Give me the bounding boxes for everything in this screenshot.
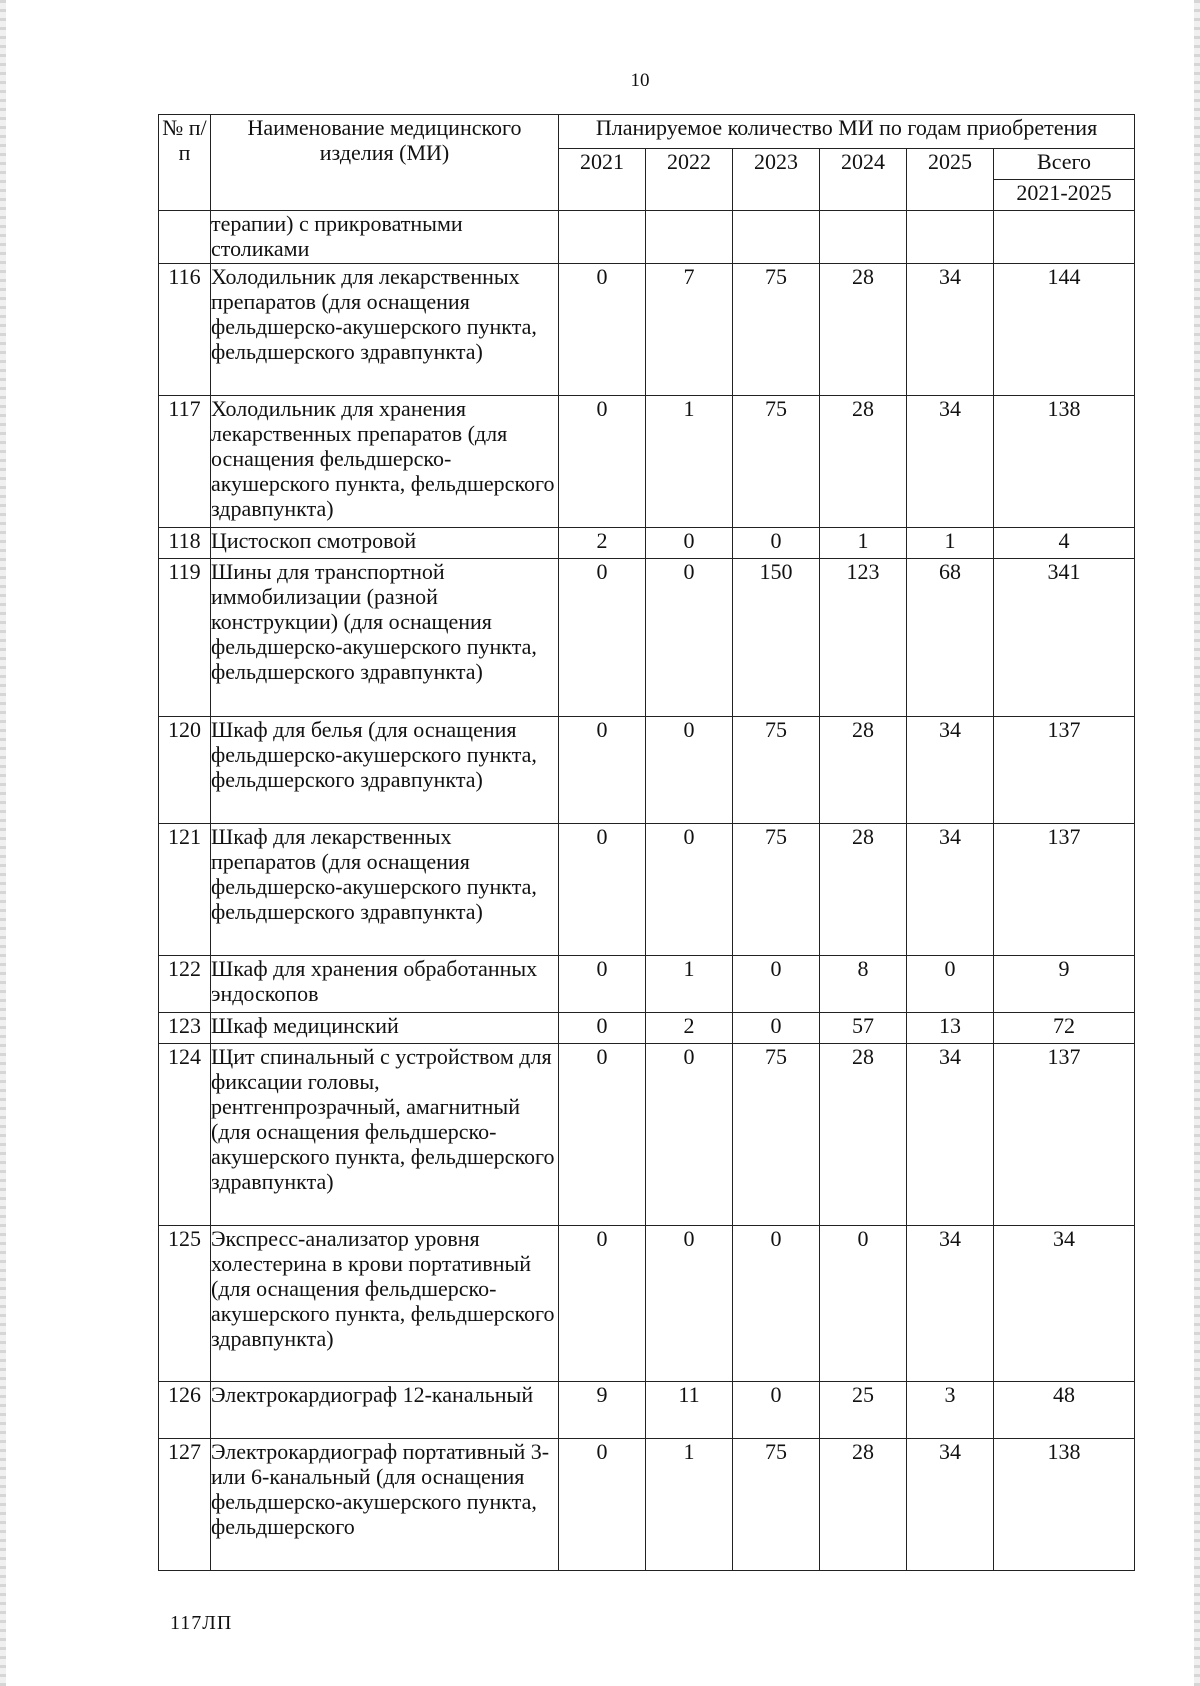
row-value-total: 4	[994, 528, 1135, 559]
row-device-name: Шкаф для хранения обработанных эндоскопов	[211, 956, 559, 1013]
row-value-2022: 7	[646, 264, 733, 396]
row-value-2022: 11	[646, 1382, 733, 1439]
row-value-2022: 1	[646, 396, 733, 528]
row-number: 122	[159, 956, 211, 1013]
row-value-2022: 0	[646, 528, 733, 559]
row-value-2024: 28	[820, 717, 907, 824]
header-name: Наименование медицинского изделия (МИ)	[211, 115, 559, 211]
row-value-2021: 0	[559, 824, 646, 956]
header-year-2025: 2025	[907, 149, 994, 211]
row-value-2022: 2	[646, 1013, 733, 1044]
row-value-total: 137	[994, 824, 1135, 956]
row-value-total: 341	[994, 559, 1135, 717]
row-value-2021	[559, 211, 646, 264]
row-number: 118	[159, 528, 211, 559]
header-year-2022: 2022	[646, 149, 733, 211]
row-value-2023: 75	[733, 717, 820, 824]
row-value-total: 72	[994, 1013, 1135, 1044]
row-value-2022: 0	[646, 824, 733, 956]
row-value-2024: 1	[820, 528, 907, 559]
table-body	[159, 211, 1135, 1571]
row-value-2022: 1	[646, 1439, 733, 1571]
row-value-2025: 68	[907, 559, 994, 717]
header-num: № п/п	[159, 115, 211, 211]
row-value-2025: 34	[907, 396, 994, 528]
row-value-2023: 0	[733, 1382, 820, 1439]
row-value-2025	[907, 211, 994, 264]
row-value-2022: 0	[646, 1226, 733, 1382]
table-row	[159, 1044, 1135, 1226]
row-value-2021: 0	[559, 396, 646, 528]
row-value-2024: 57	[820, 1013, 907, 1044]
row-device-name: Шкаф для белья (для оснащения фельдшерско-акушерского пункта, фельдшерского здравпункта)	[211, 717, 559, 824]
row-value-total: 137	[994, 1044, 1135, 1226]
header-year-2023: 2023	[733, 149, 820, 211]
row-value-2021: 0	[559, 264, 646, 396]
header-total: Всего	[994, 149, 1135, 180]
row-device-name: Щит спинальный с устройством для фиксации головы, рентгенпрозрачный, амагнитный (для оснащения фельдшерско-акушерского пункта, фельдшерского здравпункта)	[211, 1044, 559, 1226]
row-value-2023: 75	[733, 1044, 820, 1226]
row-value-total: 48	[994, 1382, 1135, 1439]
table-row	[159, 1226, 1135, 1382]
row-value-2025: 34	[907, 1439, 994, 1571]
row-value-total	[994, 211, 1135, 264]
table-row	[159, 211, 1135, 264]
row-value-2023: 75	[733, 824, 820, 956]
row-value-2023: 0	[733, 528, 820, 559]
row-value-2023: 0	[733, 1226, 820, 1382]
table-row	[159, 396, 1135, 528]
row-device-name: Холодильник для хранения лекарственных препаратов (для оснащения фельдшерско-акушерского пункта, фельдшерского здравпункта)	[211, 396, 559, 528]
row-value-total: 34	[994, 1226, 1135, 1382]
scan-edge-right	[1194, 0, 1200, 1686]
table-row	[159, 528, 1135, 559]
row-value-2024: 28	[820, 396, 907, 528]
row-value-2021: 0	[559, 1044, 646, 1226]
table-row	[159, 824, 1135, 956]
medical-devices-table	[158, 114, 1135, 1571]
row-value-total: 144	[994, 264, 1135, 396]
row-value-2024: 8	[820, 956, 907, 1013]
row-number: 121	[159, 824, 211, 956]
row-value-2023: 0	[733, 956, 820, 1013]
row-value-2023: 150	[733, 559, 820, 717]
row-value-2021: 0	[559, 717, 646, 824]
table-row	[159, 1439, 1135, 1571]
row-device-name: терапии) с прикроватными столиками	[211, 211, 559, 264]
row-value-2021: 9	[559, 1382, 646, 1439]
table-row	[159, 264, 1135, 396]
row-value-2024: 28	[820, 1439, 907, 1571]
row-value-2024: 123	[820, 559, 907, 717]
row-device-name: Экспресс-анализатор уровня холестерина в крови портативный (для оснащения фельдшерско-акушерского пункта, фельдшерского здравпункта)	[211, 1226, 559, 1382]
scan-edge-left	[0, 0, 6, 1686]
row-value-total: 138	[994, 396, 1135, 528]
row-value-2024: 28	[820, 264, 907, 396]
row-value-2025: 0	[907, 956, 994, 1013]
row-device-name: Шины для транспортной иммобилизации (разной конструкции) (для оснащения фельдшерско-акушерского пункта, фельдшерского здравпункта)	[211, 559, 559, 717]
row-number: 126	[159, 1382, 211, 1439]
row-value-2023: 75	[733, 396, 820, 528]
row-value-2022: 0	[646, 559, 733, 717]
row-device-name: Электрокардиограф портативный 3- или 6-канальный (для оснащения фельдшерско-акушерского пункта, фельдшерского	[211, 1439, 559, 1571]
row-value-2025: 34	[907, 264, 994, 396]
row-value-2023: 75	[733, 264, 820, 396]
row-value-total: 138	[994, 1439, 1135, 1571]
row-value-2025: 34	[907, 824, 994, 956]
row-number: 123	[159, 1013, 211, 1044]
header-plan: Планируемое количество МИ по годам приобретения	[559, 115, 1135, 149]
table-row	[159, 559, 1135, 717]
row-value-2022	[646, 211, 733, 264]
row-value-2024: 28	[820, 824, 907, 956]
row-value-2022: 0	[646, 1044, 733, 1226]
row-number: 125	[159, 1226, 211, 1382]
row-value-2025: 34	[907, 717, 994, 824]
row-value-2025: 1	[907, 528, 994, 559]
table-row	[159, 717, 1135, 824]
row-number: 124	[159, 1044, 211, 1226]
table-row	[159, 1382, 1135, 1439]
row-value-2025: 13	[907, 1013, 994, 1044]
row-value-2023: 75	[733, 1439, 820, 1571]
row-value-2025: 34	[907, 1044, 994, 1226]
table-container	[158, 114, 1134, 1571]
row-value-2022: 1	[646, 956, 733, 1013]
row-device-name: Холодильник для лекарственных препаратов (для оснащения фельдшерско-акушерского пункта, фельдшерского здравпункта)	[211, 264, 559, 396]
row-value-2024: 25	[820, 1382, 907, 1439]
row-device-name: Шкаф медицинский	[211, 1013, 559, 1044]
row-value-2022: 0	[646, 717, 733, 824]
row-number: 117	[159, 396, 211, 528]
row-value-total: 137	[994, 717, 1135, 824]
row-value-2025: 3	[907, 1382, 994, 1439]
row-value-2023: 0	[733, 1013, 820, 1044]
row-value-total: 9	[994, 956, 1135, 1013]
table-row	[159, 1013, 1135, 1044]
row-value-2021: 2	[559, 528, 646, 559]
row-value-2024	[820, 211, 907, 264]
row-number: 119	[159, 559, 211, 717]
row-value-2021: 0	[559, 1439, 646, 1571]
header-year-2021: 2021	[559, 149, 646, 211]
row-value-2025: 34	[907, 1226, 994, 1382]
row-value-2024: 0	[820, 1226, 907, 1382]
row-number: 116	[159, 264, 211, 396]
row-device-name: Цистоскоп смотровой	[211, 528, 559, 559]
row-value-2024: 28	[820, 1044, 907, 1226]
row-number: 127	[159, 1439, 211, 1571]
header-total-range: 2021-2025	[994, 180, 1135, 211]
page-number: 10	[630, 70, 650, 91]
row-value-2021: 0	[559, 1226, 646, 1382]
row-device-name: Электрокардиограф 12-канальный	[211, 1382, 559, 1439]
row-number	[159, 211, 211, 264]
table-row	[159, 956, 1135, 1013]
document-code: 117ЛП	[170, 1612, 233, 1634]
row-value-2023	[733, 211, 820, 264]
row-device-name: Шкаф для лекарственных препаратов (для оснащения фельдшерско-акушерского пункта, фельдшерского здравпункта)	[211, 824, 559, 956]
row-number: 120	[159, 717, 211, 824]
row-value-2021: 0	[559, 559, 646, 717]
row-value-2021: 0	[559, 1013, 646, 1044]
row-value-2021: 0	[559, 956, 646, 1013]
header-year-2024: 2024	[820, 149, 907, 211]
